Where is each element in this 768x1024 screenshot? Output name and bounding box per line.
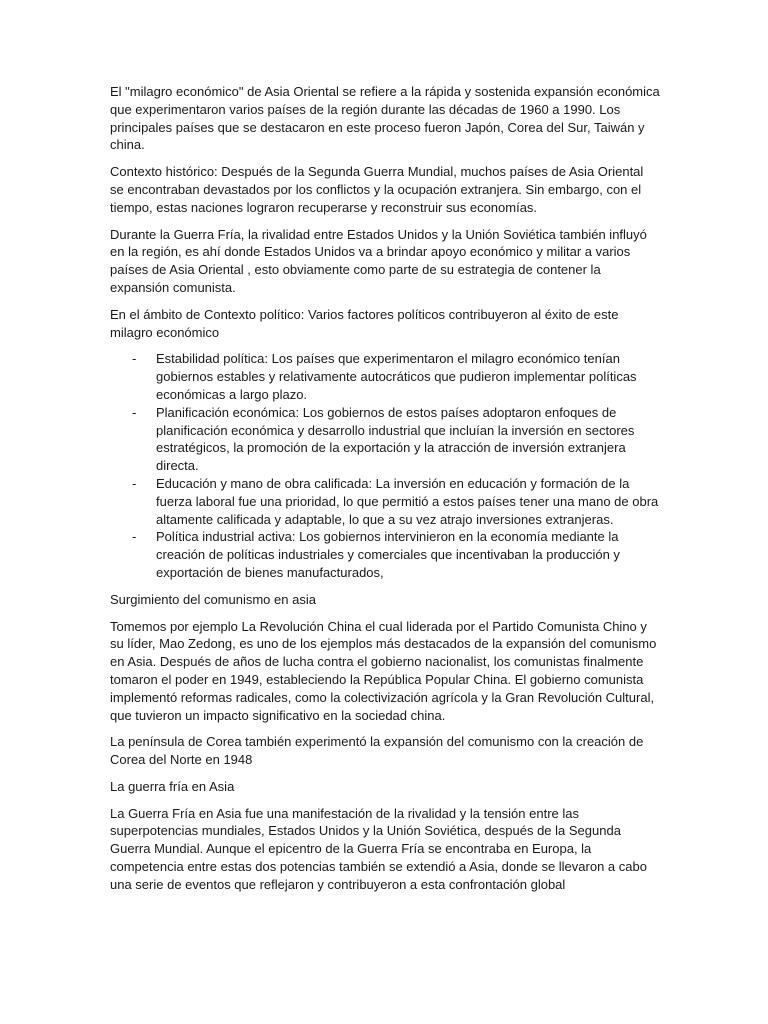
- korea-paragraph: La península de Corea también experimentó la expansión del comunismo con la creación de Corea del Norte en 1948: [110, 734, 644, 768]
- china-revolution-paragraph: Tomemos por ejemplo La Revolución China el cual liderada por el Partido Comunista Chino y su líder, Mao Zedong, es uno de los ejemplos más destacados de la expansión del comunismo en Asia. Después de años de lucha contra el gobierno nacionalist, los comunistas finalmente tomaron el poder en 1949, estableciendo la República Popular China. El gobierno comunista implementó reformas radicales, como la colectivización agrícola y la Gran Revolución Cultural, que tuvieron un impacto significativo en la sociedad china.: [110, 618, 657, 723]
- communism-heading: Surgimiento del comunismo en asia: [110, 591, 316, 607]
- list-item-text: Política industrial activa: Los gobiernos intervinieron en la economía mediante la creación de políticas industriales y comerciales que incentivaban la producción y exportación de bienes manufacturados,: [156, 529, 620, 580]
- document-page: [110, 83, 660, 903]
- historical-context-paragraph: Contexto histórico: Después de la Segunda Guerra Mundial, muchos países de Asia Oriental se encontraban devastados por los conflictos y la ocupación extranjera. Sin embargo, con el tiempo, estas naciones lograron recuperarse y reconstruir sus economías.: [110, 164, 644, 215]
- list-item: [110, 404, 660, 475]
- cold-war-heading: La guerra fría en Asia: [110, 778, 235, 794]
- list-item: [110, 475, 660, 528]
- intro-paragraph: El "milagro económico" de Asia Oriental se refiere a la rápida y sostenida expansión económica que experimentaron varios países de la región durante las décadas de 1960 a 1990. Los principales países que se destacaron en este proceso fueron Japón, Corea del Sur, Taiwán y china.: [110, 84, 660, 153]
- cold-war-influence-paragraph: Durante la Guerra Fría, la rivalidad entre Estados Unidos y la Unión Soviética también influyó en la región, es ahí donde Estados Unidos va a brindar apoyo económico y militar a varios países de Asia Oriental , esto obviamente como parte de su estrategia de contener la expansión comunista.: [110, 226, 647, 295]
- political-factors-list: [110, 350, 660, 581]
- list-item-text: Estabilidad política: Los países que experimentaron el milagro económico tenían gobiernos estables y relativamente autocráticos que pudieron implementar políticas económicas a largo plazo.: [156, 351, 637, 402]
- list-item-text: Planificación económica: Los gobiernos de estos países adoptaron enfoques de planificación económica y desarrollo industrial que incluían la inversión en sectores estratégicos, la promoción de la exportación y la atracción de inversión extranjera directa.: [156, 404, 635, 474]
- bullet-marker: -: [132, 404, 137, 420]
- political-context-paragraph: En el ámbito de Contexto político: Varios factores políticos contribuyeron al éxito de este milagro económico: [110, 306, 619, 340]
- bullet-marker: -: [132, 351, 137, 367]
- bullet-marker: -: [132, 475, 137, 491]
- cold-war-asia-paragraph: La Guerra Fría en Asia fue una manifestación de la rivalidad y la tensión entre las superpotencias mundiales, Estados Unidos y la Unión Soviética, después de la Segunda Guerra Mundial. Aunque el epicentro de la Guerra Fría se encontraba en Europa, la competencia entre estas dos potencias también se extendió a Asia, donde se llevaron a cabo una serie de eventos que reflejaron y contribuyeron a esta confrontación global: [110, 805, 647, 892]
- list-item: [110, 350, 660, 403]
- bullet-marker: -: [132, 529, 137, 545]
- list-item-text: Educación y mano de obra calificada: La inversión en educación y formación de la fuerza laboral fue una prioridad, lo que permitió a estos países tener una mano de obra altamente calificada y adaptable, lo que a su vez atrajo inversiones extranjeras.: [156, 475, 659, 527]
- list-item: [110, 528, 660, 581]
